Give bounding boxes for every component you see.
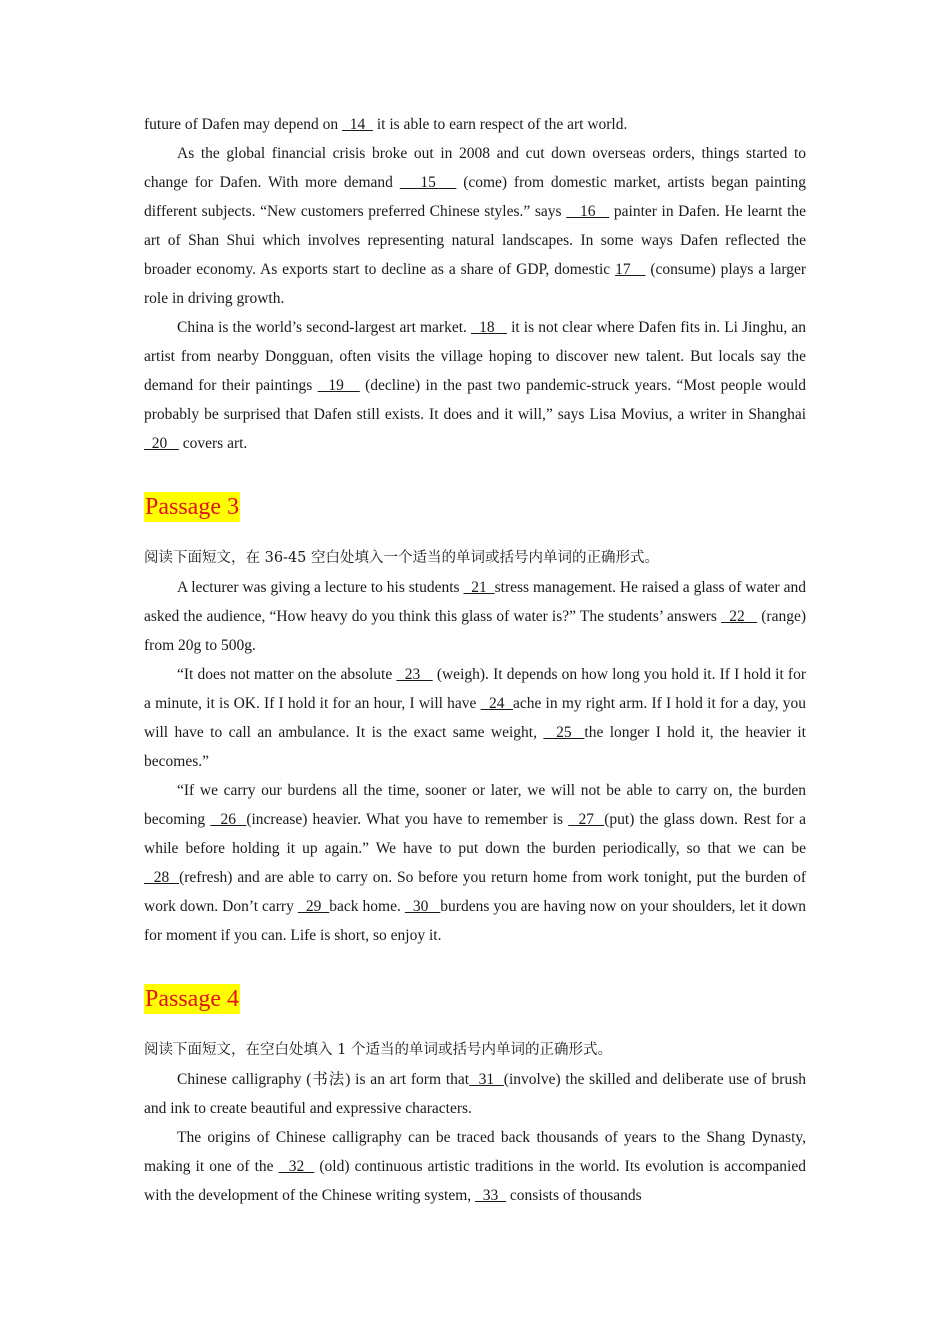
passage4-paragraph-2: The origins of Chinese calligraphy can be traced back thousands of years to the Shang Dynasty, making it one of the 32 (old) continuous artistic traditions in the world. Its evolution is accompanied with the development of the Chinese writing system, 33 consists of thousands [144,1129,806,1204]
passage2-paragraph-0: future of Dafen may depend on 14 it is able to earn respect of the art world. [144,116,628,133]
passage4-instruction: 阅读下面短文，在空白处填入 1 个适当的单词或括号内单词的正确形式。 [144,1042,612,1058]
blank-19[interactable]: 19 [317,377,360,394]
passage3-paragraph-3: “If we carry our burdens all the time, sooner or later, we will not be able to carry on, the burden becoming 26 (increase) heavier. What you have to remember is 27 (put) the glass down. Rest for a while before holding it up again.” We have to put down the burden periodically, so that we can be 28 (refresh) and are able to carry on. So before you return home from work tonight, put the burden of work down. Don’t carry 29 back home. 30 burdens you are having now on your shoulders, let it down for moment if you can. Life is short, so enjoy it. [144,782,807,944]
passage3-heading: Passage 3 [145,494,239,520]
blank-28[interactable]: 28 [144,869,180,886]
blank-30[interactable]: 30 [404,898,441,915]
blank-22[interactable]: 22 [721,608,758,625]
blank-15[interactable]: 15 [399,174,457,191]
blank-14[interactable]: 14 [341,116,373,133]
passage4-heading: Passage 4 [145,986,239,1012]
passage3-heading-wrap [144,492,806,524]
blank-21[interactable]: 21 [463,579,495,596]
passage2-paragraph-2: China is the world’s second-largest art market. 18 it is not clear where Dafen fits in. Li Jinghu, an artist from nearby Dongguan, often visits the village hoping to discover new talent. But locals say the demand for their paintings 19 (decline) in the past two pandemic-struck years. “Most people would probably be surprised that Dafen still exists. It does and it will,” says Lisa Movius, a writer in Shanghai 20 covers art. [144,319,807,452]
blank-25[interactable]: 25 [543,724,585,741]
blank-17[interactable]: 17 [615,261,646,278]
passage3-paragraph-2: “It does not matter on the absolute 23 (weigh). It depends on how long you hold it. If I hold it for a minute, it is OK. If I hold it for an hour, I will have 24 ache in my right arm. If I hold it for a day, you will have to call an ambulance. It is the exact same weight, 25 the longer I hold it, the heavier it becomes.” [144,666,807,770]
blank-26[interactable]: 26 [210,811,247,828]
blank-20[interactable]: 20 [144,435,179,452]
blank-33[interactable]: 33 [475,1187,507,1204]
blank-32[interactable]: 32 [278,1158,315,1175]
passage4-heading-wrap [144,984,806,1016]
passage2-paragraph-1: As the global financial crisis broke out in 2008 and cut down overseas orders, things started to change for Dafen. With more demand 15 (come) from domestic market, artists began painting different subjects. “New customers preferred Chinese styles.” says 16 painter in Dafen. He learnt the art of Shan Shui which involves representing natural landscapes. In some ways Dafen reflected the broader economy. As exports start to decline as a share of GDP, domestic 17 (consume) plays a larger role in driving growth. [144,145,807,307]
passage4-paragraph-1: Chinese calligraphy (书法) is an art form that 31 (involve) the skilled and deliberate use of brush and ink to create beautiful and expressive characters. [144,1071,806,1117]
blank-24[interactable]: 24 [480,695,513,712]
blank-16[interactable]: 16 [566,203,610,220]
blank-31[interactable]: 31 [469,1071,504,1088]
blank-27[interactable]: 27 [568,811,605,828]
blank-29[interactable]: 29 [297,898,330,915]
passage3-paragraph-1: A lecturer was giving a lecture to his students 21 stress management. He raised a glass of water and asked the audience, “How heavy do you think this glass of water is?” The students’ answers 22 (range) from 20g to 500g. [144,579,806,654]
blank-18[interactable]: 18 [470,319,507,336]
document-page [144,110,806,1210]
blank-23[interactable]: 23 [396,666,433,683]
passage3-instruction: 阅读下面短文，在 36-45 空白处填入一个适当的单词或括号内单词的正确形式。 [144,550,660,566]
